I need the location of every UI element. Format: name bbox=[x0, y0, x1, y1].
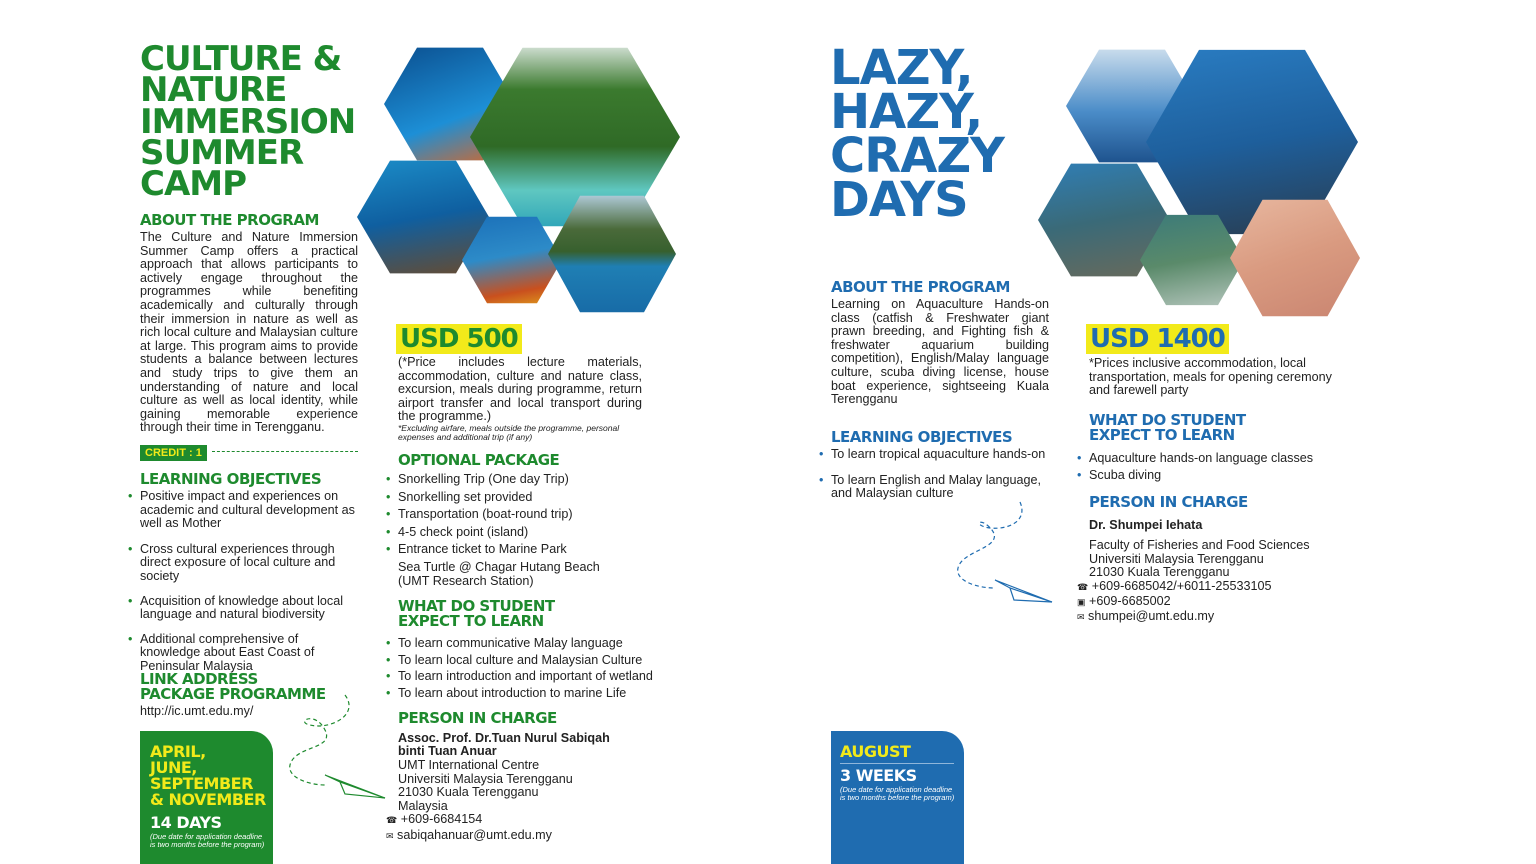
optional-heading: OPTIONAL PACKAGE bbox=[398, 451, 560, 469]
island-beach-photo bbox=[470, 42, 680, 232]
link-heading: LINK ADDRESS PACKAGE PROGRAMME bbox=[140, 670, 326, 703]
paper-plane-icon bbox=[950, 500, 1060, 606]
list-item: • To learn English and Malay language, and Malaysian culture bbox=[819, 474, 1055, 501]
email-icon: ✉ bbox=[1077, 612, 1085, 622]
email-icon: ✉ bbox=[386, 831, 394, 841]
right-pic-phone-row bbox=[1077, 580, 1271, 594]
list-item: • Additional comprehensive of knowledge about East Coast of Peninsular Malaysia bbox=[128, 633, 360, 674]
list-item: • Snorkelling set provided bbox=[386, 491, 646, 505]
left-deadline-note: (Due date for application deadline is two months before the program) bbox=[150, 832, 265, 849]
phone-icon: ☎ bbox=[386, 815, 398, 825]
left-pic-phone-row bbox=[386, 813, 482, 827]
right-month: AUGUST bbox=[840, 742, 911, 761]
right-pic-name: Dr. Shumpei Iehata bbox=[1089, 518, 1203, 532]
right-pic-fax: +609-6685002 bbox=[1089, 594, 1171, 608]
left-expect-heading: WHAT DO STUDENT EXPECT TO LEARN bbox=[398, 597, 555, 630]
right-pic-email-row bbox=[1077, 610, 1214, 624]
right-objectives-list bbox=[819, 448, 1055, 501]
right-expect-heading: WHAT DO STUDENT EXPECT TO LEARN bbox=[1089, 411, 1246, 444]
badge-divider bbox=[840, 763, 954, 764]
list-item: • Acquisition of knowledge about local language and natural biodiversity bbox=[128, 595, 360, 622]
right-duration: 3 WEEKS bbox=[840, 766, 917, 785]
left-pic-email[interactable]: sabiqahanuar@umt.edu.my bbox=[397, 828, 552, 842]
optional-list bbox=[386, 473, 646, 557]
list-item: • To learn tropical aquaculture hands-on bbox=[819, 448, 1055, 462]
left-objectives-heading: LEARNING OBJECTIVES bbox=[140, 470, 322, 488]
list-item: • Cross cultural experiences through direct exposure of local culture and society bbox=[128, 543, 360, 584]
left-price-exclusions: *Excluding airfare, meals outside the programme, personal expenses and additional trip (if any) bbox=[398, 423, 620, 442]
list-item: • Transportation (boat-round trip) bbox=[386, 508, 646, 522]
list-item: • To learn introduction and important of wetland bbox=[386, 670, 676, 684]
left-price-note: (*Price includes lecture materials, accommodation, culture and nature class, excursion, meals during programme, return airport transfer and local transport during the programme.) bbox=[398, 355, 642, 424]
list-item: • Aquaculture hands-on language classes bbox=[1077, 452, 1357, 466]
list-item: • Scuba diving bbox=[1077, 469, 1357, 483]
right-pic-heading: PERSON IN CHARGE bbox=[1089, 493, 1248, 511]
credit-badge: CREDIT : 1 bbox=[140, 445, 207, 461]
credit-divider bbox=[212, 451, 358, 452]
left-pic-address: UMT International Centre Universiti Malaysia Terengganu 21030 Kuala Terengganu Malaysia bbox=[398, 758, 573, 813]
right-expect-list bbox=[1077, 452, 1357, 482]
right-pic-address: Faculty of Fisheries and Food Sciences Universiti Malaysia Terengganu 21030 Kuala Terengganu bbox=[1089, 538, 1310, 580]
optional-extra: Sea Turtle @ Chagar Hutang Beach (UMT Research Station) bbox=[398, 560, 600, 588]
right-pic-email[interactable]: shumpei@umt.edu.my bbox=[1088, 609, 1215, 623]
link-url[interactable]: http://ic.umt.edu.my/ bbox=[140, 704, 254, 718]
left-title: CULTURE & NATURE IMMERSION SUMMER CAMP bbox=[140, 39, 356, 205]
right-pic-fax-row bbox=[1077, 595, 1171, 609]
right-pic-phone[interactable]: +609-6685042/+6011-25533105 bbox=[1091, 579, 1272, 593]
fax-icon: ▣ bbox=[1077, 597, 1086, 607]
right-title: LAZY, HAZY, CRAZY DAYS bbox=[830, 40, 1004, 229]
right-objectives-heading: LEARNING OBJECTIVES bbox=[831, 428, 1013, 446]
left-pic-phone[interactable]: +609-6684154 bbox=[400, 812, 483, 826]
right-price-note: *Prices inclusive accommodation, local transportation, meals for opening ceremony and farewell party bbox=[1089, 356, 1332, 398]
left-date-badge: APRIL, JUNE, SEPTEMBER & NOVEMBER 14 DAYS (Due date for application deadline is two months before the program) bbox=[140, 731, 273, 864]
left-pic-name: Assoc. Prof. Dr.Tuan Nurul Sabiqah binti Tuan Anuar bbox=[398, 731, 610, 758]
left-about-text: The Culture and Nature Immersion Summer Camp offers a practical approach that allows participants to actively engage throughout the programmes while benefiting academically and culturally through their immersion in nature as well as rich local culture and Malaysian culture at large. This program aims to provide students a balance between lectures and study trips to give them an understanding of nature and local culture as well as local identity, while gaining memorable experience through their time in Terengganu. bbox=[140, 230, 358, 435]
phone-icon: ☎ bbox=[1077, 582, 1089, 592]
list-item: • 4-5 check point (island) bbox=[386, 526, 646, 540]
paper-plane-icon bbox=[285, 690, 395, 802]
list-item: • To learn communicative Malay language bbox=[386, 637, 676, 651]
list-item: • Snorkelling Trip (One day Trip) bbox=[386, 473, 646, 487]
list-item: • Entrance ticket to Marine Park bbox=[386, 543, 646, 557]
left-about-heading: ABOUT THE PROGRAM bbox=[140, 211, 319, 229]
list-item: • To learn about introduction to marine Life bbox=[386, 687, 676, 701]
right-about-text: Learning on Aquaculture Hands-on class (catfish & Freshwater giant prawn breeding, and Fighting fish & freshwater aquarium building competition), English/Malay language culture, scuba diving license, house boat experience, sightseeing Kuala Terengganu bbox=[831, 297, 1049, 407]
right-deadline-note: (Due date for application deadline is two months before the program) bbox=[840, 785, 955, 802]
right-price: USD 1400 bbox=[1086, 324, 1229, 354]
right-date-badge bbox=[831, 731, 964, 864]
left-duration: 14 DAYS bbox=[150, 813, 222, 832]
left-objectives-list bbox=[128, 490, 360, 674]
list-item: • Positive impact and experiences on academic and cultural development as well as Mother bbox=[128, 490, 360, 531]
left-pic-heading: PERSON IN CHARGE bbox=[398, 709, 557, 727]
left-price: USD 500 bbox=[396, 324, 522, 354]
right-about-heading: ABOUT THE PROGRAM bbox=[831, 278, 1010, 296]
left-pic-email-row bbox=[386, 829, 552, 843]
left-expect-list bbox=[386, 637, 676, 700]
credit-row bbox=[140, 443, 360, 461]
list-item: • To learn local culture and Malaysian Culture bbox=[386, 654, 676, 668]
